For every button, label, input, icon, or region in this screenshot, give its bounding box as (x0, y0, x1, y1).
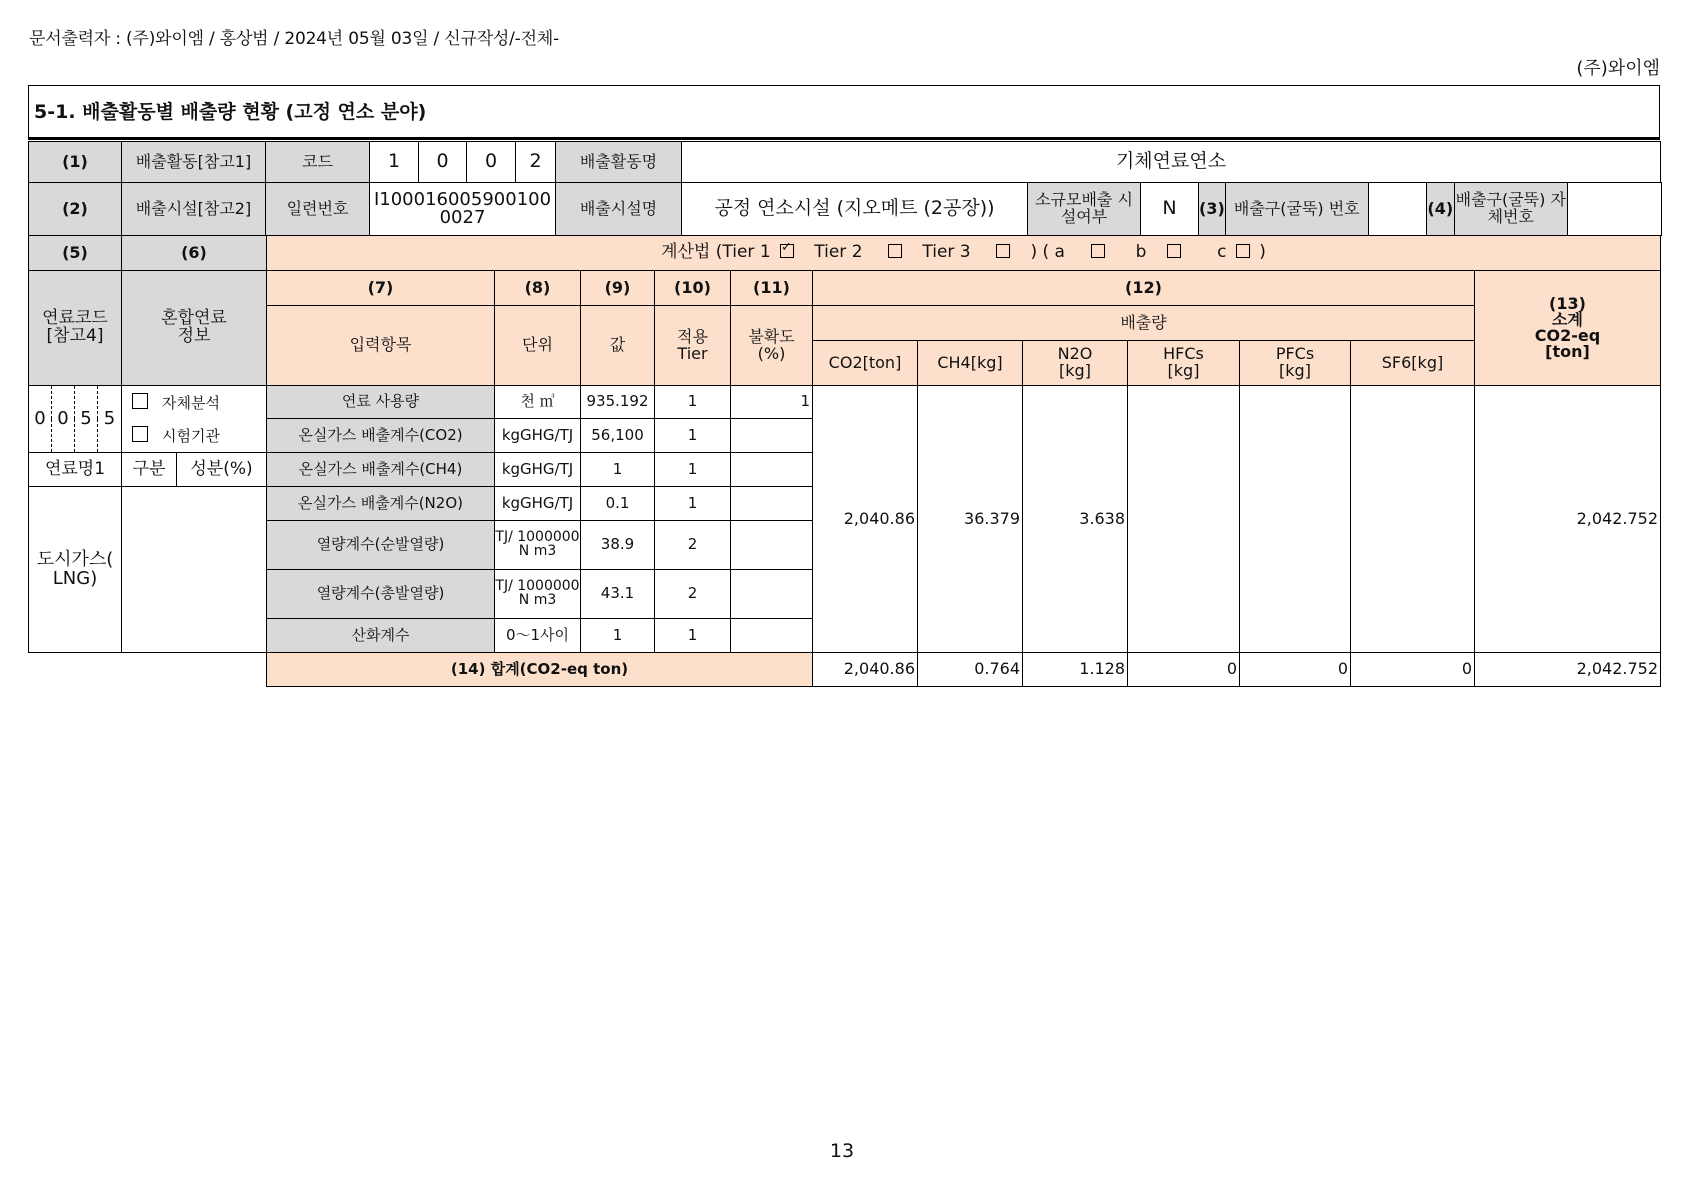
co2-header: CO2[ton] (813, 341, 918, 386)
input-tier: 2 (655, 570, 731, 619)
total-label: (14) 합계(CO2-eq ton) (267, 653, 813, 687)
code-digit: 0 (467, 142, 516, 183)
fuel-code-digit: 5 (98, 386, 122, 453)
input-tier: 1 (655, 453, 731, 487)
column-number-5: (5) (29, 236, 122, 271)
co2eq-label: CO2-eq (1534, 326, 1601, 345)
input-uncertainty (731, 419, 813, 453)
emission-facility-row (28, 182, 1662, 236)
tier2-checkbox[interactable] (888, 244, 902, 258)
small-scale-facility-value: N (1141, 183, 1199, 236)
input-uncertainty (731, 487, 813, 521)
column-number-7: (7) (267, 271, 495, 306)
tier3-label: Tier 3 (922, 242, 971, 263)
value-header: 값 (581, 306, 655, 386)
serial-number-label: 일련번호 (266, 183, 370, 236)
total-co2: 2,040.86 (813, 653, 918, 687)
subtotal-label: 소계 (1552, 310, 1583, 329)
outlet-self-number-value (1567, 183, 1661, 236)
fuel-name-value: 도시가스( LNG) (29, 487, 122, 653)
input-tier: 1 (655, 386, 731, 419)
code-digit: 0 (419, 142, 467, 183)
ton-label: [ton] (1545, 342, 1590, 361)
tier2-label: Tier 2 (814, 242, 863, 263)
input-uncertainty (731, 453, 813, 487)
input-unit: kgGHG/TJ (495, 453, 581, 487)
input-unit: kgGHG/TJ (495, 487, 581, 521)
self-analysis-checkbox[interactable] (132, 393, 148, 409)
input-value: 43.1 (581, 570, 655, 619)
unit-header: 단위 (495, 306, 581, 386)
outlet-number-value (1368, 183, 1426, 236)
total-ch4: 0.764 (918, 653, 1023, 687)
input-item: 온실가스 배출계수(CO2) (267, 419, 495, 453)
sf6-header: SF6[kg] (1351, 341, 1475, 386)
company-name: (주)와이엠 (1576, 58, 1660, 79)
input-tier: 1 (655, 487, 731, 521)
facility-name-label: 배출시설명 (556, 183, 682, 236)
activity-name-label: 배출활동명 (556, 142, 682, 183)
total-hfcs: 0 (1128, 653, 1240, 687)
emissions-header: 배출량 (813, 306, 1475, 341)
input-tier: 1 (655, 619, 731, 653)
n2o-emission-value: 3.638 (1023, 386, 1128, 653)
row-number-4: (4) (1426, 183, 1454, 236)
facility-name-value: 공정 연소시설 (지오메트 (2공장)) (682, 183, 1028, 236)
document-output-info: 문서출력자 : (주)와이엠 / 홍상범 / 2024년 05월 03일 / 신규작성/-전체- (29, 29, 559, 49)
serial-number-value: I100016005900100 0027 (370, 183, 556, 236)
input-tier: 1 (655, 419, 731, 453)
hfcs-emission-value (1128, 386, 1240, 653)
tier3-checkbox[interactable] (996, 244, 1010, 258)
emission-activity-row (28, 141, 1661, 183)
column-number-9: (9) (581, 271, 655, 306)
input-value: 0.1 (581, 487, 655, 521)
method-a-label: ) ( a (1030, 242, 1065, 263)
input-uncertainty (731, 570, 813, 619)
input-unit: TJ/ 1000000N m3 (495, 521, 581, 570)
emission-facility-label: 배출시설[참고2] (122, 183, 266, 236)
outlet-number-label: 배출구(굴뚝) 번호 (1225, 183, 1368, 236)
fuel-code-digit: 0 (52, 386, 75, 453)
outlet-self-number-label: 배출구(굴뚝) 자체번호 (1454, 183, 1567, 236)
input-item: 온실가스 배출계수(CH4) (267, 453, 495, 487)
calculation-method (267, 236, 1661, 271)
component-category-label: 구분 (122, 453, 177, 487)
input-tier: 2 (655, 521, 731, 570)
input-unit: 0～1사이 (495, 619, 581, 653)
column-number-11: (11) (731, 271, 813, 306)
total-pfcs: 0 (1240, 653, 1351, 687)
total-subtotal: 2,042.752 (1475, 653, 1661, 687)
input-item-header: 입력항목 (267, 306, 495, 386)
small-scale-facility-label: 소규모배출 시설여부 (1028, 183, 1141, 236)
pfcs-header: PFCs [kg] (1240, 341, 1351, 386)
row-number-3: (3) (1199, 183, 1226, 236)
mixed-fuel-components (122, 487, 267, 653)
code-label: 코드 (266, 142, 370, 183)
input-item: 연료 사용량 (267, 386, 495, 419)
sf6-emission-value (1351, 386, 1475, 653)
method-a-checkbox[interactable] (1091, 244, 1105, 258)
page-number: 13 (829, 1140, 855, 1162)
n2o-header: N2O [kg] (1023, 341, 1128, 386)
code-digit: 1 (370, 142, 419, 183)
input-uncertainty (731, 521, 813, 570)
input-value: 38.9 (581, 521, 655, 570)
subtotal-header (1475, 271, 1661, 386)
column-number-10: (10) (655, 271, 731, 306)
input-value: 935.192 (581, 386, 655, 419)
total-n2o: 1.128 (1023, 653, 1128, 687)
fuel-code-digit: 5 (75, 386, 98, 453)
input-unit: 천 ㎥ (495, 386, 581, 419)
column-number-6: (6) (122, 236, 267, 271)
column-number-12: (12) (813, 271, 1475, 306)
method-b-label: b (1135, 242, 1147, 263)
input-uncertainty (731, 619, 813, 653)
activity-name-value: 기체연료연소 (682, 142, 1661, 183)
row-number-2: (2) (29, 183, 122, 236)
component-percent-label: 성분(%) (177, 453, 267, 487)
input-uncertainty: 1 (731, 386, 813, 419)
fuel-name-label: 연료명1 (29, 453, 122, 487)
uncertainty-header: 불확도 (%) (731, 306, 813, 386)
applied-tier-header: 적용 Tier (655, 306, 731, 386)
self-analysis-label: 자체분석 (162, 393, 220, 412)
fuel-code-digit: 0 (29, 386, 52, 453)
input-item: 산화계수 (267, 619, 495, 653)
method-c-checkbox[interactable] (1236, 244, 1250, 258)
input-unit: TJ/ 1000000N m3 (495, 570, 581, 619)
test-agency-label: 시험기관 (162, 426, 220, 445)
method-c-label: c (1217, 242, 1227, 263)
emissions-table (28, 235, 1661, 653)
ch4-emission-value: 36.379 (918, 386, 1023, 653)
emission-activity-label: 배출활동[참고1] (122, 142, 266, 183)
section-title: 5-1. 배출활동별 배출량 현황 (고정 연소 분야) (28, 85, 1660, 140)
input-item: 열량계수(순발열량) (267, 521, 495, 570)
test-agency-checkbox[interactable] (132, 426, 148, 442)
tier1-checkbox[interactable] (780, 244, 794, 258)
ch4-header: CH4[kg] (918, 341, 1023, 386)
input-unit: kgGHG/TJ (495, 419, 581, 453)
input-value: 1 (581, 453, 655, 487)
total-sf6: 0 (1351, 653, 1475, 687)
hfcs-header: HFCs [kg] (1128, 341, 1240, 386)
fuel-code-header: 연료코드 [참고4] (29, 271, 122, 386)
co2-emission-value: 2,040.86 (813, 386, 918, 653)
test-agency-option[interactable] (122, 419, 267, 453)
mixed-fuel-header: 혼합연료 정보 (122, 271, 267, 386)
column-number-13: (13) (1549, 294, 1586, 313)
input-value: 56,100 (581, 419, 655, 453)
pfcs-emission-value (1240, 386, 1351, 653)
column-number-8: (8) (495, 271, 581, 306)
calc-prefix: 계산법 (Tier 1 (661, 242, 771, 263)
subtotal-emission-value: 2,042.752 (1475, 386, 1661, 653)
input-item: 열량계수(총발열량) (267, 570, 495, 619)
code-digit: 2 (516, 142, 556, 183)
self-analysis-option[interactable] (122, 386, 267, 419)
totals-table (266, 652, 1661, 687)
row-number-1: (1) (29, 142, 122, 183)
input-value: 1 (581, 619, 655, 653)
input-item: 온실가스 배출계수(N2O) (267, 487, 495, 521)
method-b-checkbox[interactable] (1167, 244, 1181, 258)
calc-close: ) (1259, 242, 1266, 263)
